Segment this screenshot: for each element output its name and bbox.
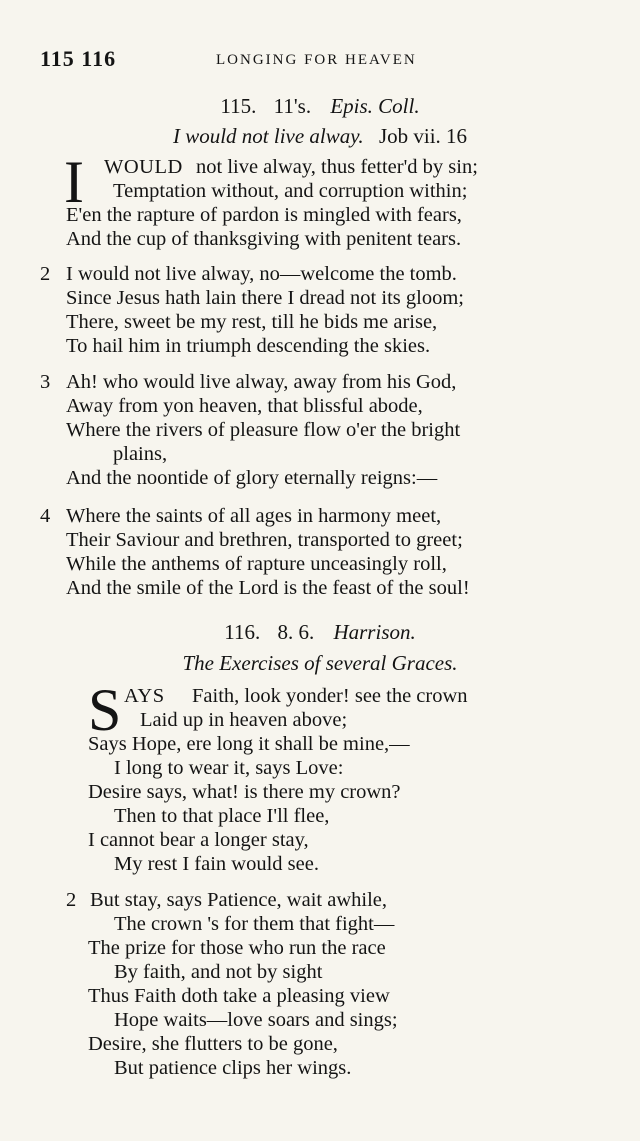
verse-line: While the anthems of rapture unceasingly roll, xyxy=(66,553,447,575)
verse-line: By faith, and not by sight xyxy=(114,961,323,983)
hymn-116-number: 116. xyxy=(224,620,261,644)
verse-line: E'en the rapture of pardon is mingled with fears, xyxy=(66,204,462,226)
verse-line: The crown 's for them that fight— xyxy=(114,913,395,935)
hymn-116-subtitle-text: The Exercises of several Graces. xyxy=(182,651,458,675)
running-title: LONGING FOR HEAVEN xyxy=(216,52,417,68)
hymn-115-first-word: WOULD xyxy=(104,156,183,178)
stanza-number: 2 xyxy=(40,263,51,285)
hymn-115-meter: 11's. xyxy=(273,94,312,118)
verse-line: Where the saints of all ages in harmony meet, xyxy=(66,505,442,527)
verse-line: Ah! who would live alway, away from his God, xyxy=(66,371,457,393)
verse-line: There, sweet be my rest, till he bids me arise, xyxy=(66,311,438,333)
verse-line: I would not live alway, no—welcome the tomb. xyxy=(66,263,457,285)
verse-line: And the smile of the Lord is the feast of the soul! xyxy=(66,577,470,599)
hymn-116-first-word: AYS xyxy=(124,685,165,707)
hymn-115-subtitle-text: I would not live alway. xyxy=(172,124,364,148)
verse-line: Faith, look yonder! see the crown xyxy=(192,685,468,707)
hymn-116-dropcap: S xyxy=(88,677,122,743)
verse-line: Says Hope, ere long it shall be mine,— xyxy=(88,733,410,755)
verse-line: I long to wear it, says Love: xyxy=(114,757,344,779)
verse-line: Then to that place I'll flee, xyxy=(114,805,330,827)
hymn-116-meter: 8. 6. xyxy=(277,620,315,644)
hymn-116-subtitle xyxy=(0,651,640,676)
stanza-number: 4 xyxy=(40,505,51,527)
verse-line: I cannot bear a longer stay, xyxy=(88,829,309,851)
page-numbers: 115 116 xyxy=(40,46,117,71)
verse-line: And the cup of thanksgiving with penitent tears. xyxy=(66,228,462,250)
verse-line: Thus Faith doth take a pleasing view xyxy=(88,985,390,1007)
hymn-115-heading xyxy=(0,94,640,119)
verse-line: The prize for those who run the race xyxy=(88,937,386,959)
hymn-115-tune: Epis. Coll. xyxy=(330,94,420,118)
hymn-116-tune: Harrison. xyxy=(333,620,416,644)
verse-line: Their Saviour and brethren, transported to greet; xyxy=(66,529,463,551)
stanza-number: 2 xyxy=(66,889,77,911)
hymn-116-heading xyxy=(0,620,640,645)
verse-line: Where the rivers of pleasure flow o'er the bright xyxy=(66,419,461,441)
verse-line: Hope waits—love soars and sings; xyxy=(114,1009,398,1031)
verse-line: Temptation without, and corruption within; xyxy=(113,180,468,202)
verse-line: Desire, she flutters to be gone, xyxy=(88,1033,338,1055)
verse-line: plains, xyxy=(113,443,168,465)
verse-line: Away from yon heaven, that blissful abode, xyxy=(66,395,423,417)
verse-line: Since Jesus hath lain there I dread not its gloom; xyxy=(66,287,464,309)
verse-line: But patience clips her wings. xyxy=(114,1057,352,1079)
verse-line: My rest I fain would see. xyxy=(114,853,319,875)
hymn-115-number: 115. xyxy=(220,94,257,118)
hymn-115-reference: Job vii. 16 xyxy=(378,124,468,148)
stanza-number: 3 xyxy=(40,371,51,393)
verse-line: But stay, says Patience, wait awhile, xyxy=(90,889,387,911)
verse-line: Desire says, what! is there my crown? xyxy=(88,781,401,803)
hymn-115-subtitle xyxy=(0,124,640,149)
verse-line: Laid up in heaven above; xyxy=(140,709,348,731)
verse-line: And the noontide of glory eternally reigns:— xyxy=(66,467,438,489)
hymn-115-dropcap: I xyxy=(64,149,84,215)
verse-line: not live alway, thus fetter'd by sin; xyxy=(196,156,478,178)
verse-line: To hail him in triumph descending the skies. xyxy=(66,335,431,357)
running-head xyxy=(40,46,600,76)
